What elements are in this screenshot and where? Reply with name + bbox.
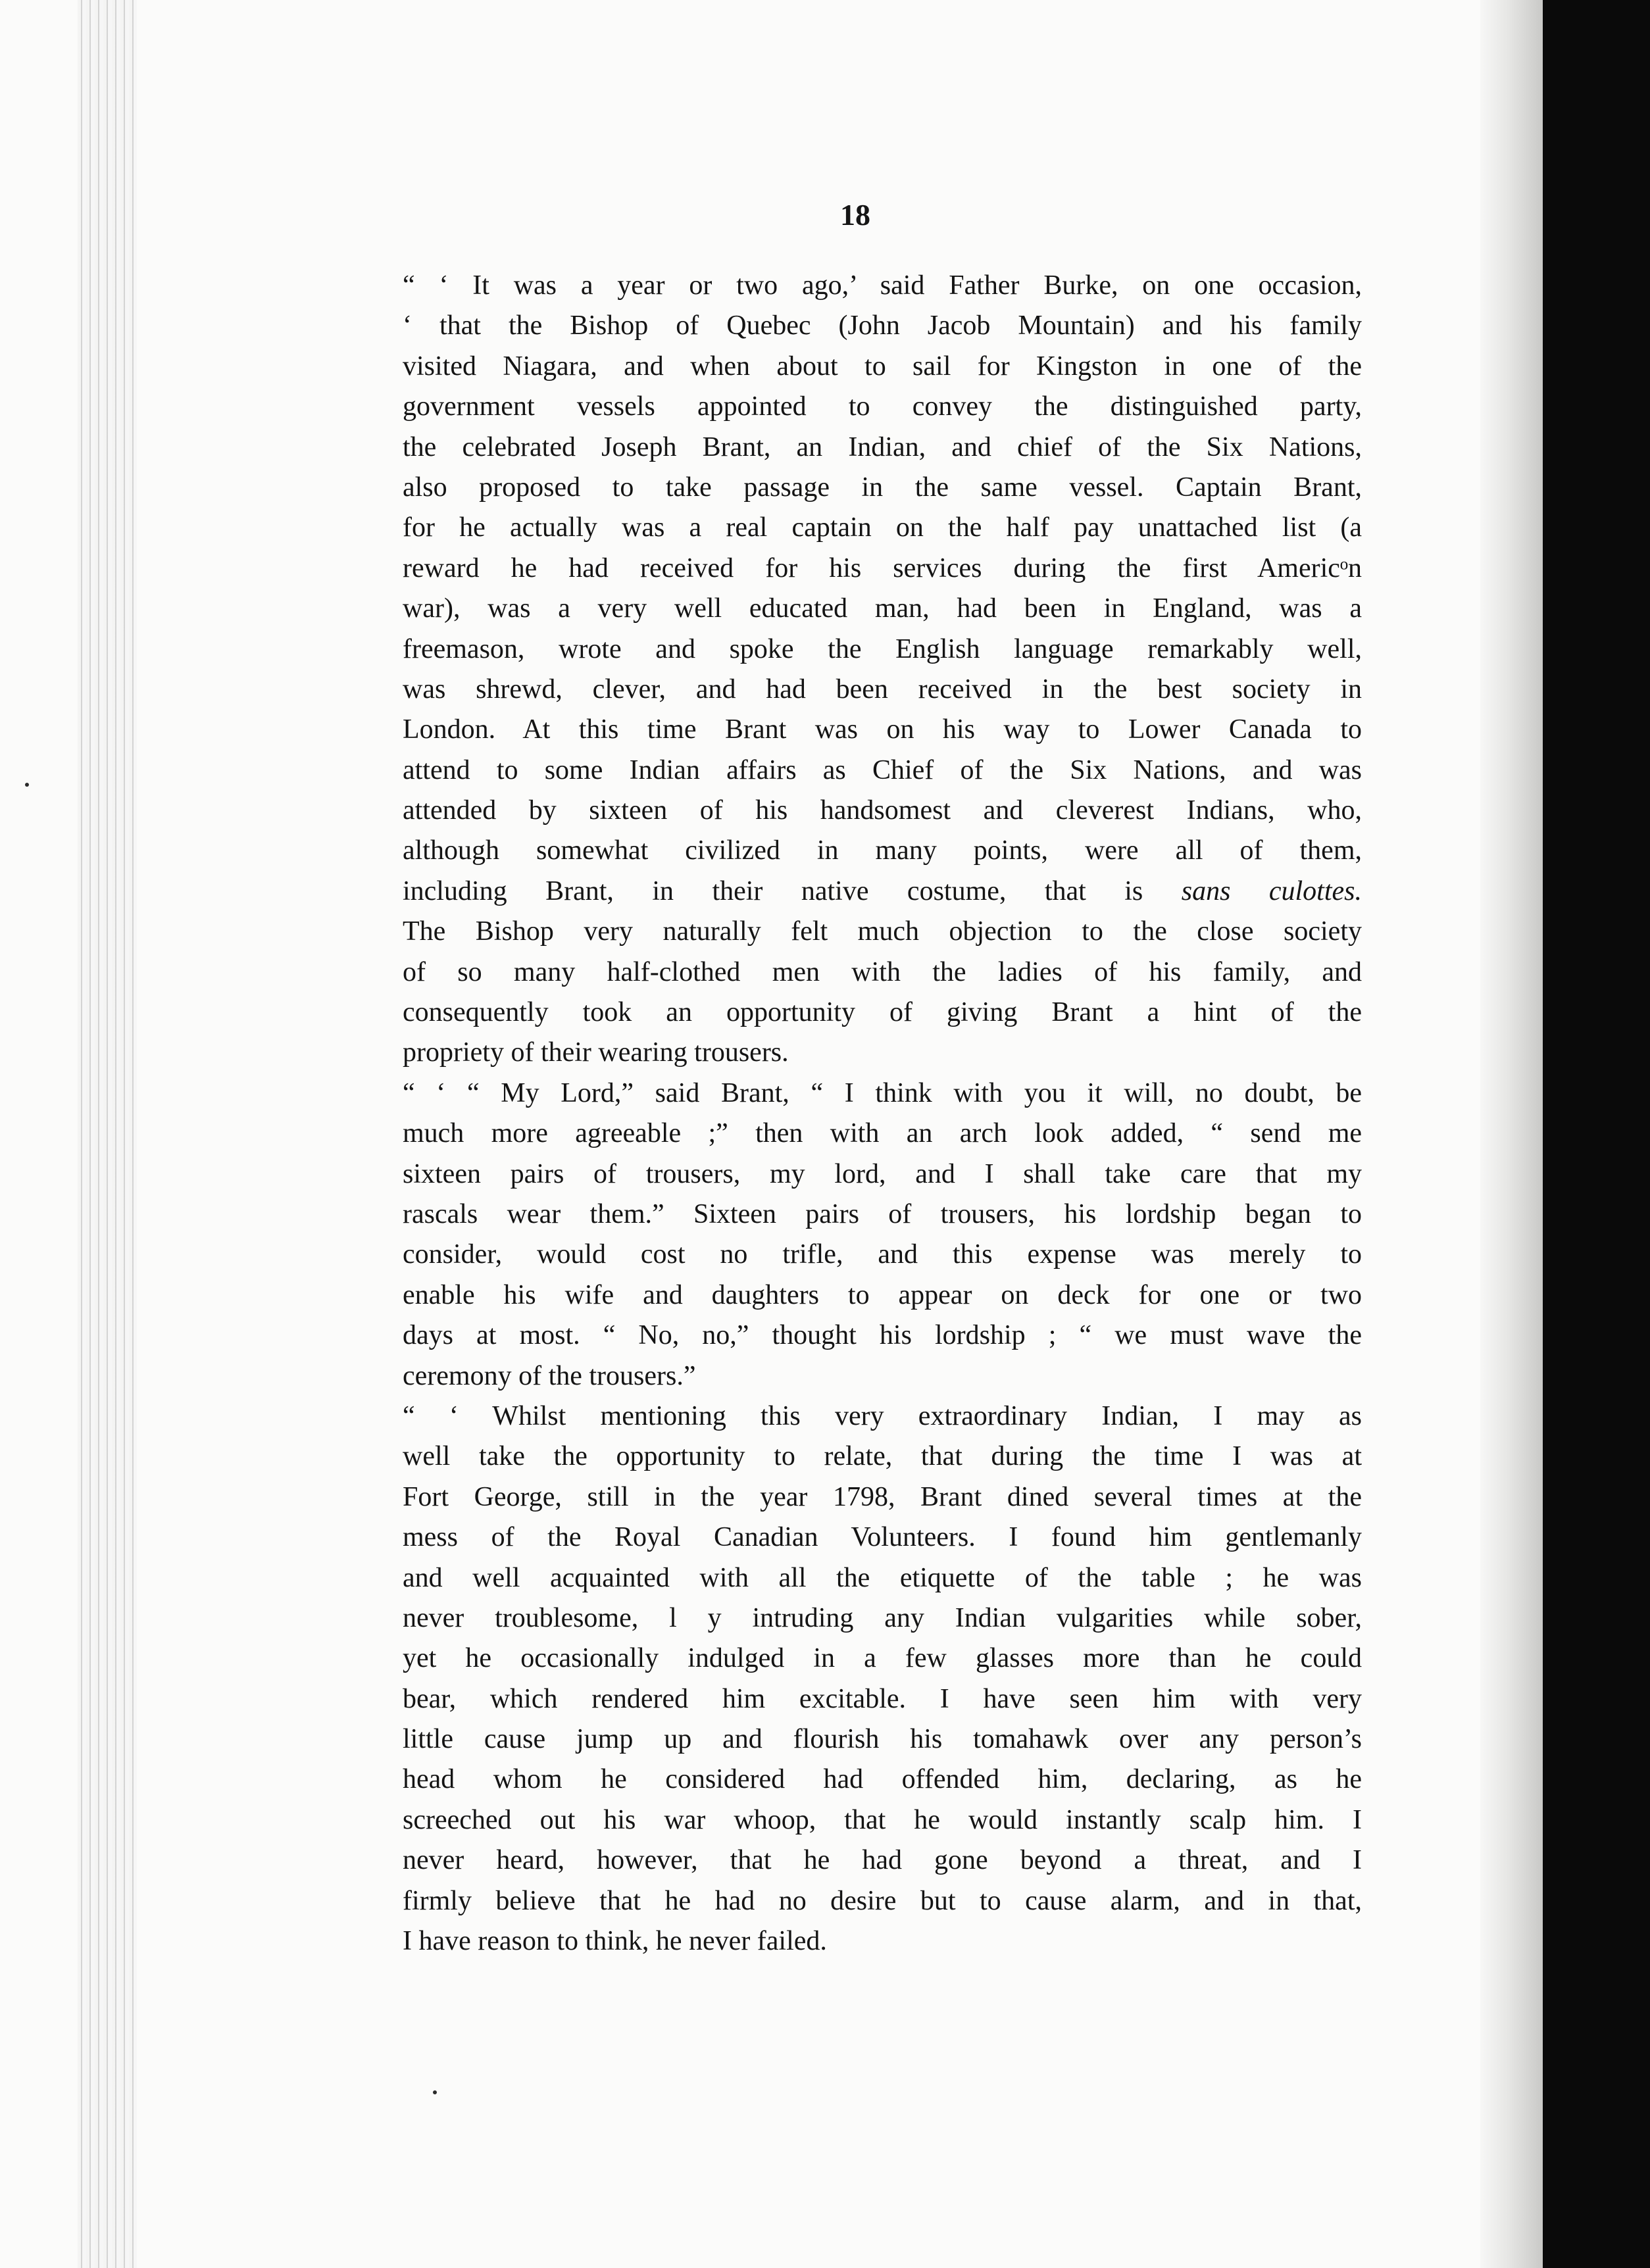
scan-speck — [25, 783, 29, 787]
text-line: attended by sixteen of his handsomest and cleverest Indians, who, — [403, 795, 1362, 826]
text-line: head whom he considered had offended him, declaring, as he — [403, 1764, 1362, 1795]
text-line: enable his wife and daughters to appear on deck for one or two — [403, 1279, 1362, 1310]
text-line: war), was a very well educated man, had been in England, was a — [403, 593, 1362, 624]
scan-speck — [433, 2090, 437, 2094]
text-line: also proposed to take passage in the same vessel. Captain Brant, — [403, 472, 1362, 503]
text-line: much more agreeable ;” then with an arch look added, “ send me — [403, 1118, 1362, 1149]
book-binding-edge — [78, 0, 137, 2268]
text-line: mess of the Royal Canadian Volunteers. I found him gentlemanly — [403, 1522, 1362, 1553]
text-line: Fort George, still in the year 1798, Brant dined several times at the — [403, 1481, 1362, 1512]
text-line: reward he had received for his services during the first Americᵒn — [403, 553, 1362, 583]
text-line: bear, which rendered him excitable. I have seen him with very — [403, 1683, 1362, 1714]
text-line: of so many half-clothed men with the ladies of his family, and — [403, 956, 1362, 987]
text-line: was shrewd, clever, and had been received in the best society in — [403, 674, 1362, 704]
text-line: government vessels appointed to convey the distinguished party, — [403, 391, 1362, 422]
text-line: consequently took an opportunity of giving Brant a hint of the — [403, 997, 1362, 1028]
scan-background-strip — [1543, 0, 1650, 2268]
text-line-with-italic — [403, 872, 1362, 912]
text-fragment: including Brant, in their native costume, that is — [403, 875, 1143, 906]
text-line: the celebrated Joseph Brant, an Indian, and chief of the Six Nations, — [403, 431, 1362, 462]
text-line: never troublesome, l y intruding any Indian vulgarities while sober, — [403, 1602, 1362, 1633]
text-line: days at most. “ No, no,” thought his lordship ; “ we must wave the — [403, 1320, 1362, 1351]
page-number: 18 — [840, 198, 870, 232]
text-line: “ ‘ Whilst mentioning this very extraordinary Indian, I may as — [403, 1400, 1362, 1431]
text-line: although somewhat civilized in many points, were all of them, — [403, 835, 1362, 866]
text-line: screeched out his war whoop, that he would instantly scalp him. I — [403, 1804, 1362, 1835]
text-line: London. At this time Brant was on his way to Lower Canada to — [403, 714, 1362, 745]
text-line: rascals wear them.” Sixteen pairs of trousers, his lordship began to — [403, 1198, 1362, 1229]
text-line: visited Niagara, and when about to sail for Kingston in one of the — [403, 351, 1362, 382]
text-line: consider, would cost no trifle, and this expense was merely to — [403, 1239, 1362, 1270]
italic-phrase: sans culottes. — [1181, 875, 1362, 906]
text-line: and well acquainted with all the etiquette of the table ; he was — [403, 1562, 1362, 1593]
text-line: attend to some Indian affairs as Chief of the Six Nations, and was — [403, 754, 1362, 785]
text-line: “ ‘ It was a year or two ago,’ said Father Burke, on one occasion, — [403, 270, 1362, 301]
page-right-edge-shadow — [1480, 0, 1543, 2268]
text-line: I have reason to think, he never failed. — [403, 1926, 827, 1957]
text-line: little cause jump up and flourish his tomahawk over any person’s — [403, 1724, 1362, 1755]
text-line: “ ‘ “ My Lord,” said Brant, “ I think with you it will, no doubt, be — [403, 1077, 1362, 1108]
text-line: never heard, however, that he had gone beyond a threat, and I — [403, 1845, 1362, 1876]
text-line: The Bishop very naturally felt much objection to the close society — [403, 916, 1362, 947]
text-line: firmly believe that he had no desire but to cause alarm, and in that, — [403, 1885, 1362, 1916]
text-line: freemason, wrote and spoke the English language remarkably well, — [403, 633, 1362, 664]
text-line: sixteen pairs of trousers, my lord, and I shall take care that my — [403, 1158, 1362, 1189]
body-text — [403, 266, 1362, 1961]
text-line: propriety of their wearing trousers. — [403, 1037, 789, 1068]
text-line: for he actually was a real captain on the half pay unattached list (a — [403, 512, 1362, 543]
text-line: yet he occasionally indulged in a few glasses more than he could — [403, 1643, 1362, 1674]
text-line: ‘ that the Bishop of Quebec (John Jacob Mountain) and his family — [403, 310, 1362, 341]
text-line: ceremony of the trousers.” — [403, 1360, 696, 1391]
text-line: well take the opportunity to relate, that during the time I was at — [403, 1441, 1362, 1472]
